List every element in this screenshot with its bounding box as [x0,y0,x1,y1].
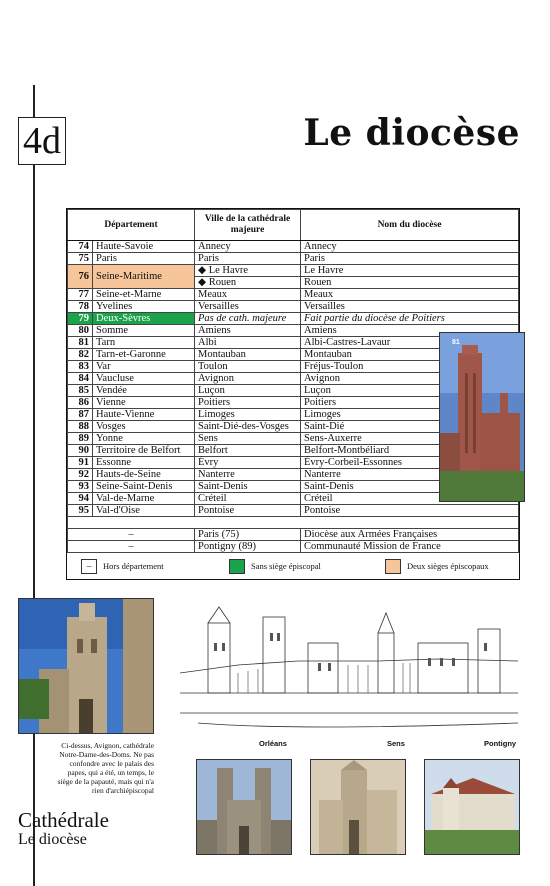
dept-name: Seine-et-Marne [93,289,195,301]
header-ville: Ville de la cathédrale majeure [195,210,301,241]
dept-number: 78 [68,301,93,313]
table-row [68,505,519,517]
diocese-name: Rouen [301,277,519,289]
diocese-name: Versailles [301,301,519,313]
cathedral-city: Limoges [195,409,301,421]
dept-name: Yonne [93,433,195,445]
dept-number: 83 [68,361,93,373]
dept-number: 79 [68,313,93,325]
table-row [68,241,519,253]
dept-name: Seine-Maritime [93,265,195,289]
table-row [68,313,519,325]
section-title: Cathédrale [18,808,109,832]
dept-name: Yvelines [93,301,195,313]
dept-number: 92 [68,469,93,481]
cathedral-city: Pas de cath. majeure [195,313,301,325]
dept-number: 75 [68,253,93,265]
legend-hors-swatch: – [81,559,97,574]
dept-number: – [68,529,195,541]
dept-number: 82 [68,349,93,361]
header-diocese: Nom du diocèse [301,210,519,241]
cathedral-city: Paris [195,253,301,265]
cathedral-city: Nanterre [195,469,301,481]
cathedral-city: ◆ Le Havre [195,265,301,277]
legend-sans-label: Sans siège épiscopal [251,561,321,571]
chapter-number: 4d [18,117,66,165]
label-orleans: Orléans [259,739,287,748]
cathedral-city: Pontoise [195,505,301,517]
cathedral-city: Montauban [195,349,301,361]
pontigny-abbey-photo [424,759,520,855]
diocese-name: Fait partie du diocèse de Poitiers [301,313,519,325]
margin-rule [33,85,35,886]
cathedral-city: Créteil [195,493,301,505]
dept-number: 87 [68,409,93,421]
dept-number: – [68,541,195,553]
dept-name: Haute-Savoie [93,241,195,253]
diocese-name: Albi-Castres-Lavaur [301,337,519,349]
diocese-name: Nanterre [301,469,519,481]
dept-name: Deux-Sèvres [93,313,195,325]
diocese-name: Saint-Denis [301,481,519,493]
cathedral-city: Toulon [195,361,301,373]
cathedral-city: Luçon [195,385,301,397]
cathedral-city: Belfort [195,445,301,457]
dept-number: 76 [68,265,93,289]
dept-name: Tarn-et-Garonne [93,349,195,361]
dept-number: 77 [68,289,93,301]
dept-name: Val-de-Marne [93,493,195,505]
dept-name: Vaucluse [93,373,195,385]
diocese-name: Sens-Auxerre [301,433,519,445]
dept-name: Paris [93,253,195,265]
dept-name: Hauts-de-Seine [93,469,195,481]
dept-name: Seine-Saint-Denis [93,481,195,493]
dept-name: Vendée [93,385,195,397]
dept-name: Haute-Vienne [93,409,195,421]
dept-name: Var [93,361,195,373]
cathedral-city: Sens [195,433,301,445]
dept-number: 74 [68,241,93,253]
dept-name: Territoire de Belfort [93,445,195,457]
diocese-name: Créteil [301,493,519,505]
diocese-name: Diocèse aux Armées Françaises [301,529,519,541]
cathedral-city: Albi [195,337,301,349]
dept-number: 95 [68,505,93,517]
dept-name: Vienne [93,397,195,409]
dept-number: 84 [68,373,93,385]
legend-hors-label: Hors département [103,561,164,571]
cathedral-city: ◆ Rouen [195,277,301,289]
dept-number: 90 [68,445,93,457]
avignon-cathedral-photo [18,598,154,734]
diocese-name: Avignon [301,373,519,385]
dept-number: 81 [68,337,93,349]
dept-number: 89 [68,433,93,445]
dept-number: 86 [68,397,93,409]
photo-caption: Ci-dessus, Avignon, cathédrale Notre-Dame-des-Doms. Ne pas confondre avec le palais des papes, qui a été, un temps, le siège de la papauté, mais qui n'a rien d'archiépiscopal [57,741,154,795]
diocese-name: Annecy [301,241,519,253]
dept-number: 93 [68,481,93,493]
table-spacer [68,517,519,529]
page-title: Le diocèse [303,112,520,154]
cathedral-city: Saint-Denis [195,481,301,493]
table-row-extra [68,541,519,553]
cathedral-city: Évry [195,457,301,469]
diocese-name: Pontoise [301,505,519,517]
table-row [68,289,519,301]
diocese-name: Montauban [301,349,519,361]
orleans-cathedral-photo [196,759,292,855]
dept-number: 88 [68,421,93,433]
diocese-name: Luçon [301,385,519,397]
diocese-name: Fréjus-Toulon [301,361,519,373]
cathedral-city: Meaux [195,289,301,301]
table-row [68,265,519,277]
cathedral-city: Poitiers [195,397,301,409]
table-row-extra [68,529,519,541]
albi-cathedral-photo [439,332,525,502]
cathedral-city: Avignon [195,373,301,385]
table-row [68,253,519,265]
diocese-name: Poitiers [301,397,519,409]
dept-name: Tarn [93,337,195,349]
legend-green-swatch [229,559,245,574]
dept-name: Somme [93,325,195,337]
legend-deux-label: Deux sièges épiscopaux [407,561,489,571]
diocese-name: Évry-Corbeil-Essonnes [301,457,519,469]
diocese-name: Saint-Dié [301,421,519,433]
diocese-name: Communauté Mission de France [301,541,519,553]
cathedral-city: Annecy [195,241,301,253]
sens-cathedral-photo [310,759,406,855]
legend [67,555,519,577]
dept-number: 85 [68,385,93,397]
cathedral-city: Versailles [195,301,301,313]
photo-label-81: 81 [452,339,460,346]
diocese-name: Amiens [301,325,519,337]
legend-orange-swatch [385,559,401,574]
dept-name: Val-d'Oise [93,505,195,517]
diocese-name: Paris [301,253,519,265]
diocese-name: Le Havre [301,265,519,277]
palace-drawing [178,603,520,735]
dept-number: 94 [68,493,93,505]
section-subtitle: Le diocèse [18,831,87,848]
label-pontigny: Pontigny [484,739,517,748]
diocese-name: Belfort-Montbéliard [301,445,519,457]
label-sens: Sens [387,739,405,748]
dept-name: Essonne [93,457,195,469]
cathedral-city: Pontigny (89) [195,541,301,553]
cathedral-city: Saint-Dié-des-Vosges [195,421,301,433]
header-departement: Département [68,210,195,241]
dept-name: Vosges [93,421,195,433]
cathedral-city: Paris (75) [195,529,301,541]
dept-number: 91 [68,457,93,469]
dept-number: 80 [68,325,93,337]
diocese-name: Limoges [301,409,519,421]
diocese-name: Meaux [301,289,519,301]
table-row [68,301,519,313]
cathedral-city: Amiens [195,325,301,337]
